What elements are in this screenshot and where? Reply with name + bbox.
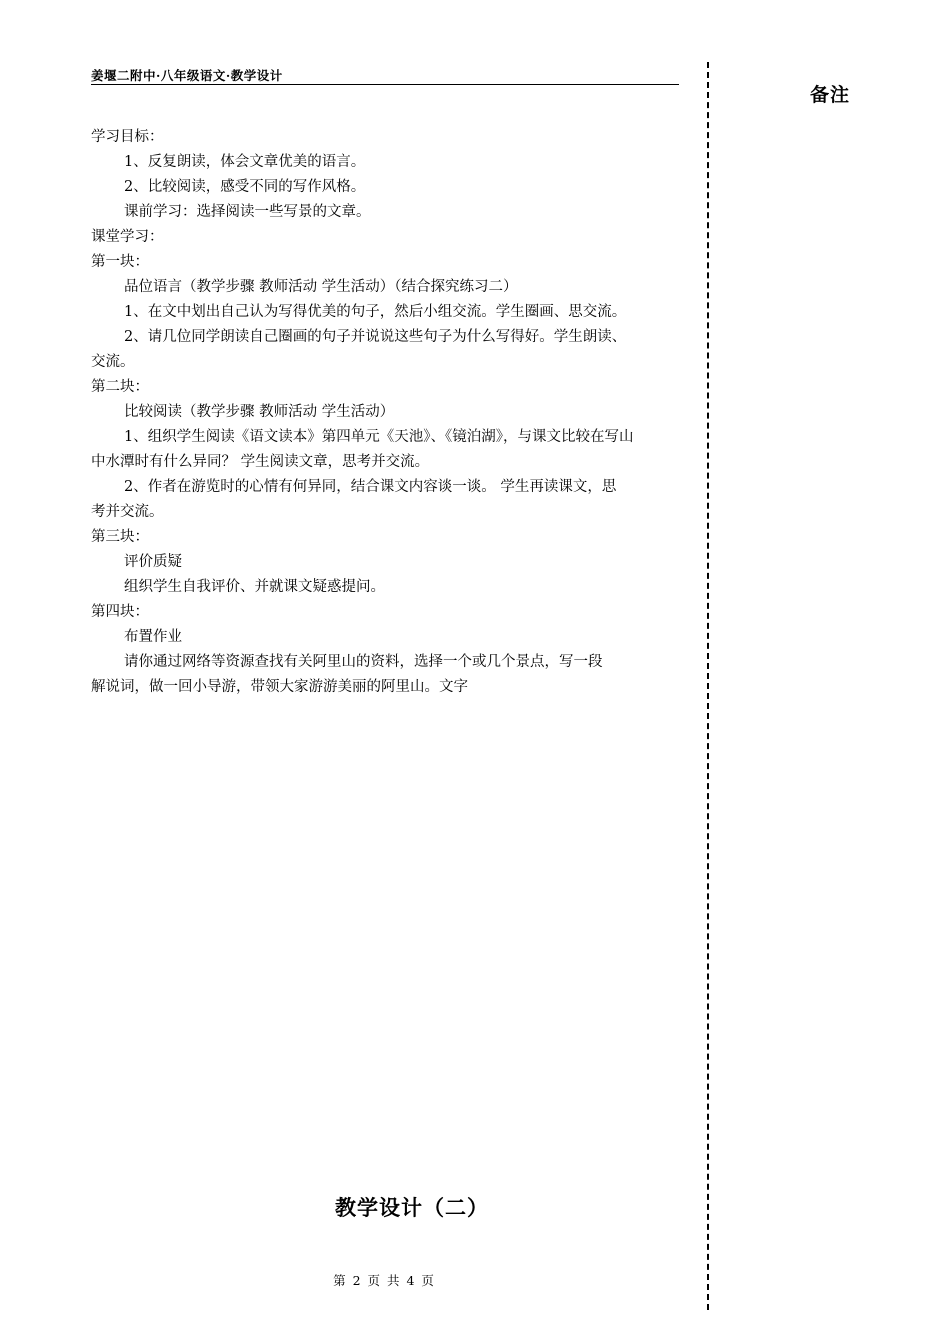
- block-4-text: 请你通过网络等资源查找有关阿里山的资料，选择一个或几个景点，写一段: [124, 654, 603, 670]
- block-3-text: 组织学生自我评价、并就课文疑惑提问。: [124, 579, 385, 595]
- block-1-step-2: 2、请几位同学朗读自己圈画的句子并说说这些句子为什么写得好。学生朗读、: [124, 329, 627, 345]
- block-2-step-1-cont: 中水潭时有什么异同？ 学生阅读文章，思考并交流。: [91, 454, 430, 470]
- header-title: 姜堰二附中·八年级语文·教学设计: [91, 68, 283, 83]
- dashed-divider: [707, 62, 709, 1310]
- lesson-content: [91, 125, 691, 700]
- classroom-study-heading: 课堂学习：: [91, 229, 164, 245]
- notes-column-title: 备注: [810, 84, 851, 106]
- block-2-heading: 第二块：: [91, 379, 149, 395]
- objective-item-1: 1、反复朗读，体会文章优美的语言。: [124, 154, 366, 170]
- block-2-title: 比较阅读（教学步骤 教师活动 学生活动）: [124, 404, 395, 420]
- block-4-heading: 第四块：: [91, 604, 149, 620]
- pre-class-study: 课前学习：选择阅读一些写景的文章。: [124, 204, 371, 220]
- block-2-step-2: 2、作者在游览时的心情有何异同，结合课文内容谈一谈。 学生再读课文，思: [124, 479, 617, 495]
- block-3-title: 评价质疑: [124, 554, 182, 570]
- block-2-step-2-cont: 考并交流。: [91, 504, 164, 520]
- block-1-title: 品位语言（教学步骤 教师活动 学生活动）（结合探究练习二）: [124, 279, 518, 295]
- block-4-title: 布置作业: [124, 629, 182, 645]
- objectives-heading: 学习目标：: [91, 129, 164, 145]
- page-header: [91, 66, 679, 85]
- objective-item-2: 2、比较阅读，感受不同的写作风格。: [124, 179, 366, 195]
- block-2-step-1: 1、组织学生阅读《语文读本》第四单元《天池》、《镜泊湖》，与课文比较在写山: [124, 429, 634, 445]
- block-4-text-cont: 解说词，做一回小导游，带领大家游游美丽的阿里山。文字: [91, 679, 468, 695]
- block-3-heading: 第三块：: [91, 529, 149, 545]
- block-1-heading: 第一块：: [91, 254, 149, 270]
- page-number: 第 2 页 共 4 页: [333, 1273, 434, 1288]
- block-1-step-1: 1、在文中划出自己认为写得优美的句子，然后小组交流。学生圈画、思交流。: [124, 304, 627, 320]
- section-heading: 教学设计（二）: [335, 1195, 489, 1220]
- block-1-step-2-cont: 交流。: [91, 354, 135, 370]
